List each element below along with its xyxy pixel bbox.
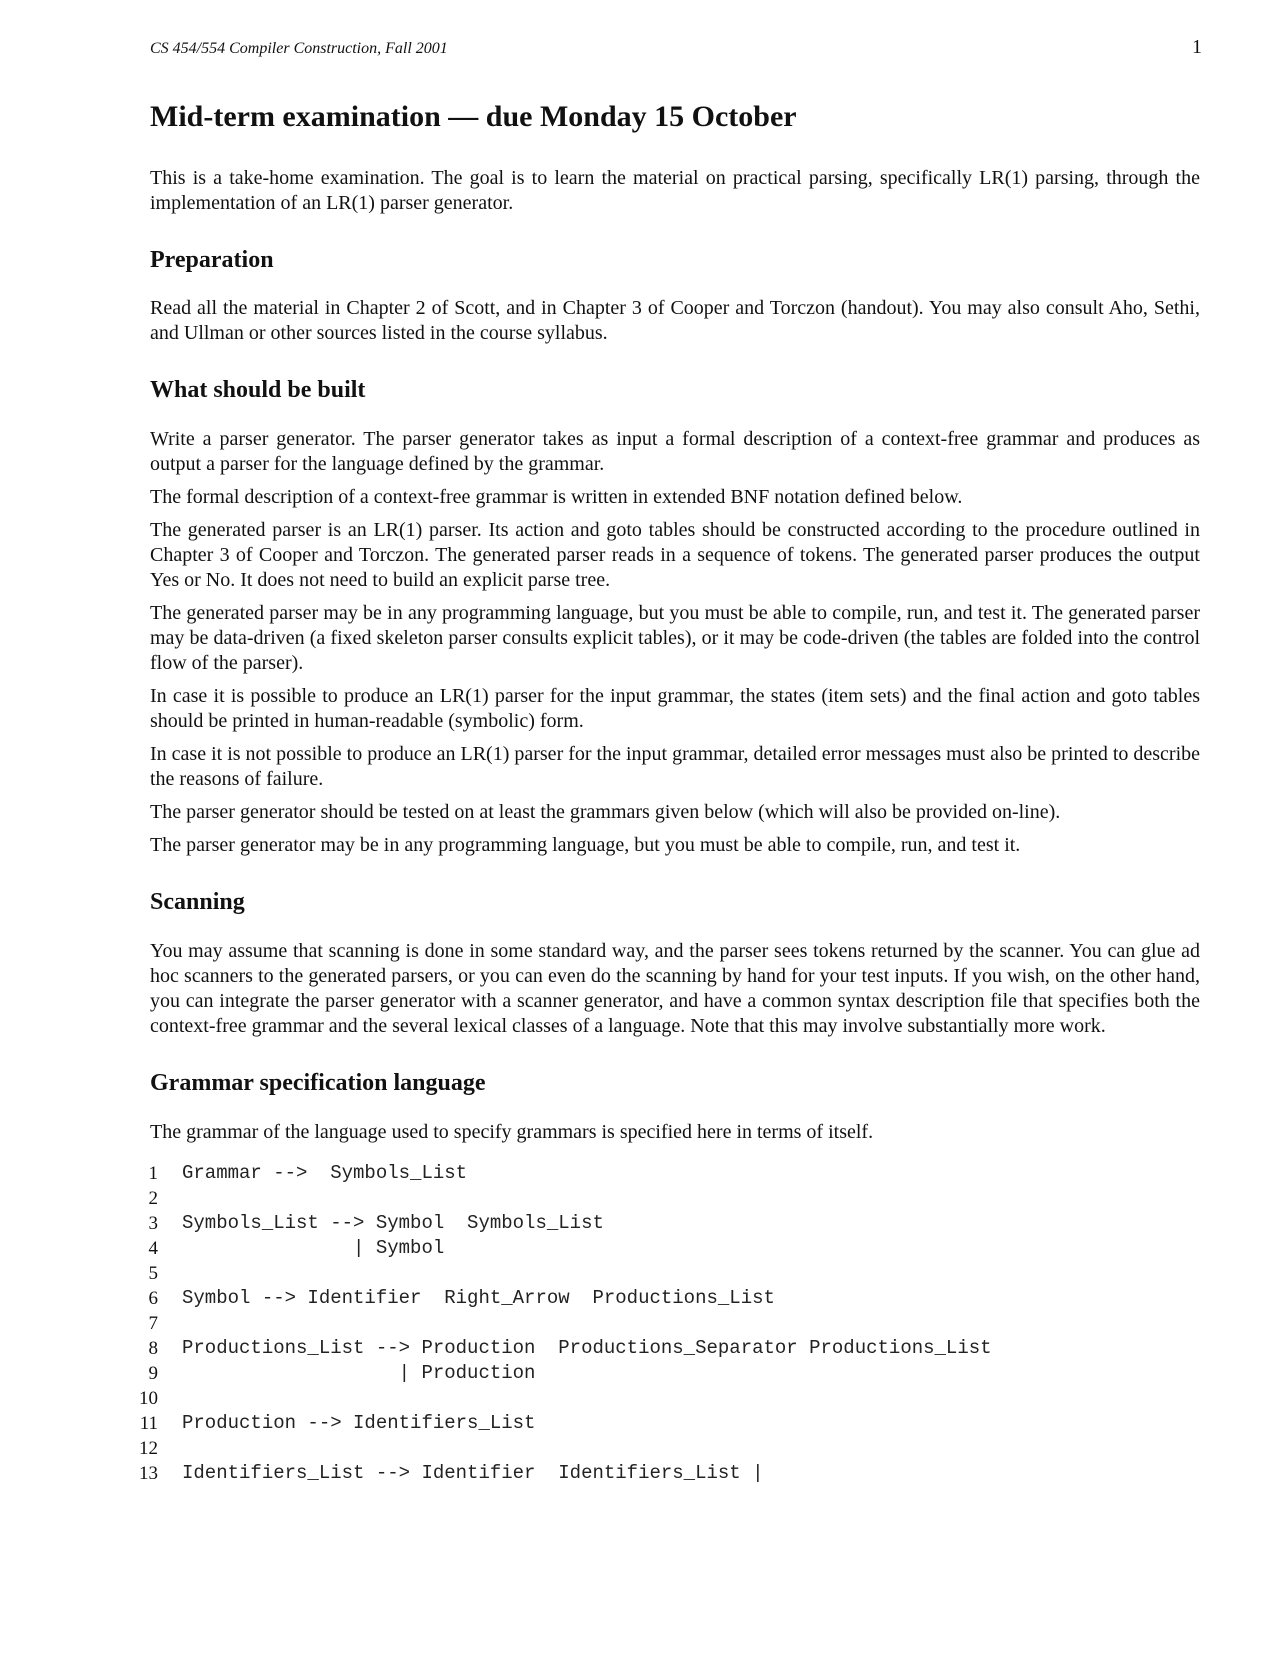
code-line xyxy=(150,1261,1200,1286)
scanning-section xyxy=(150,888,1200,1039)
course-header: CS 454/554 Compiler Construction, Fall 2001 xyxy=(150,40,448,57)
document-content xyxy=(139,98,1200,1486)
grammar-spec-section xyxy=(139,1069,1200,1486)
line-number: 2 xyxy=(148,1187,158,1209)
code-line xyxy=(150,1211,1200,1236)
code-text xyxy=(182,1261,1200,1286)
line-number: 4 xyxy=(148,1237,158,1259)
code-text: Symbols_List --> Symbol Symbols_List xyxy=(182,1211,604,1234)
code-line xyxy=(139,1411,1200,1436)
line-number: 6 xyxy=(148,1287,158,1309)
code-line xyxy=(139,1386,1200,1411)
code-text: | Symbol xyxy=(182,1236,445,1259)
build-paragraph-7: The parser generator should be tested on at least the grammars given below (which will also be provided on-line). xyxy=(150,801,1061,824)
code-line xyxy=(139,1461,1200,1486)
build-paragraph-4: The generated parser may be in any programming language, but you must be able to compile, run, and test it. The generated parser may be data-driven (a fixed skeleton parser consults explicit tables), or it may be code-driven (the tables are folded into the control flow of the parser). xyxy=(150,602,1200,675)
code-text: Grammar --> Symbols_List xyxy=(182,1161,468,1184)
code-line xyxy=(150,1361,1200,1386)
build-paragraph-2: The formal description of a context-free grammar is written in extended BNF notation defined below. xyxy=(150,486,963,509)
build-paragraph-5: In case it is possible to produce an LR(1) parser for the input grammar, the states (item sets) and the final action and goto tables should be printed in human-readable (symbolic) form. xyxy=(150,685,1200,733)
build-paragraph-6: In case it is not possible to produce an LR(1) parser for the input grammar, detailed error messages must also be printed to describe the reasons of failure. xyxy=(150,743,1200,791)
preparation-heading: Preparation xyxy=(150,246,274,273)
code-line xyxy=(150,1336,1200,1361)
line-number: 7 xyxy=(148,1312,158,1334)
page-number: 1 xyxy=(1192,36,1202,58)
code-text: Productions_List --> Production Productions_Separator Productions_List xyxy=(182,1336,992,1359)
code-text xyxy=(182,1186,1200,1211)
line-number: 13 xyxy=(139,1462,158,1484)
scanning-heading: Scanning xyxy=(150,889,245,916)
code-line xyxy=(150,1161,1200,1186)
build-heading: What should be built xyxy=(150,377,366,404)
intro-paragraph: This is a take-home examination. The goal is to learn the material on practical parsing, specifically LR(1) parsing, through the implementation of an LR(1) parser generator. xyxy=(150,166,1200,214)
line-number: 3 xyxy=(148,1212,158,1234)
code-text: Symbol --> Identifier Right_Arrow Productions_List xyxy=(182,1286,775,1309)
build-paragraph-1: Write a parser generator. The parser generator takes as input a formal description of a context-free grammar and produces as output a parser for the language defined by the grammar. xyxy=(150,428,1200,476)
build-paragraph-8: The parser generator may be in any programming language, but you must be able to compile, run, and test it. xyxy=(150,834,1021,857)
build-paragraph-3: The generated parser is an LR(1) parser. Its action and goto tables should be constructed according to the procedure outlined in Chapter 3 of Cooper and Torczon. The generated parser reads in a sequence of tokens. The generated parser produces the output Yes or No. It does not need to build an explicit parse tree. xyxy=(150,519,1200,592)
code-line xyxy=(150,1186,1200,1211)
preparation-paragraph: Read all the material in Chapter 2 of Scott, and in Chapter 3 of Cooper and Torczon (handout). You may also consult Aho, Sethi, and Ullman or other sources listed in the course syllabus. xyxy=(150,297,1200,345)
grammar-code-block xyxy=(139,1161,1200,1486)
code-text: Identifiers_List --> Identifier Identifiers_List | xyxy=(182,1461,764,1484)
code-text xyxy=(182,1311,1200,1336)
grammar-spec-heading: Grammar specification language xyxy=(150,1069,486,1096)
code-line xyxy=(150,1311,1200,1336)
line-number: 8 xyxy=(148,1337,158,1359)
grammar-spec-paragraph: The grammar of the language used to specify grammars is specified here in terms of itself. xyxy=(150,1120,874,1143)
line-number: 9 xyxy=(148,1362,158,1384)
code-line xyxy=(150,1236,1200,1261)
build-section xyxy=(150,376,1200,858)
line-number: 12 xyxy=(139,1437,158,1459)
preparation-section xyxy=(150,246,1200,347)
code-text xyxy=(182,1436,1200,1461)
line-number: 1 xyxy=(148,1162,158,1184)
code-line xyxy=(150,1286,1200,1311)
line-number: 5 xyxy=(148,1262,158,1284)
code-line xyxy=(139,1436,1200,1461)
page-title: Mid-term examination — due Monday 15 October xyxy=(150,100,797,133)
line-number: 11 xyxy=(139,1412,158,1434)
line-number: 10 xyxy=(139,1387,158,1409)
scanning-paragraph: You may assume that scanning is done in some standard way, and the parser sees tokens returned by the scanner. You can glue ad hoc scanners to the generated parsers, or you can even do the scanning by hand for your test inputs. If you wish, on the other hand, you can integrate the parser generator with a scanner generator, and have a common syntax description file that specifies both the context-free grammar and the several lexical classes of a language. Note that this may involve substantially more work. xyxy=(150,939,1200,1037)
code-text: | Production xyxy=(182,1361,536,1384)
code-text xyxy=(182,1386,1200,1411)
code-text: Production --> Identifiers_List xyxy=(182,1411,536,1434)
